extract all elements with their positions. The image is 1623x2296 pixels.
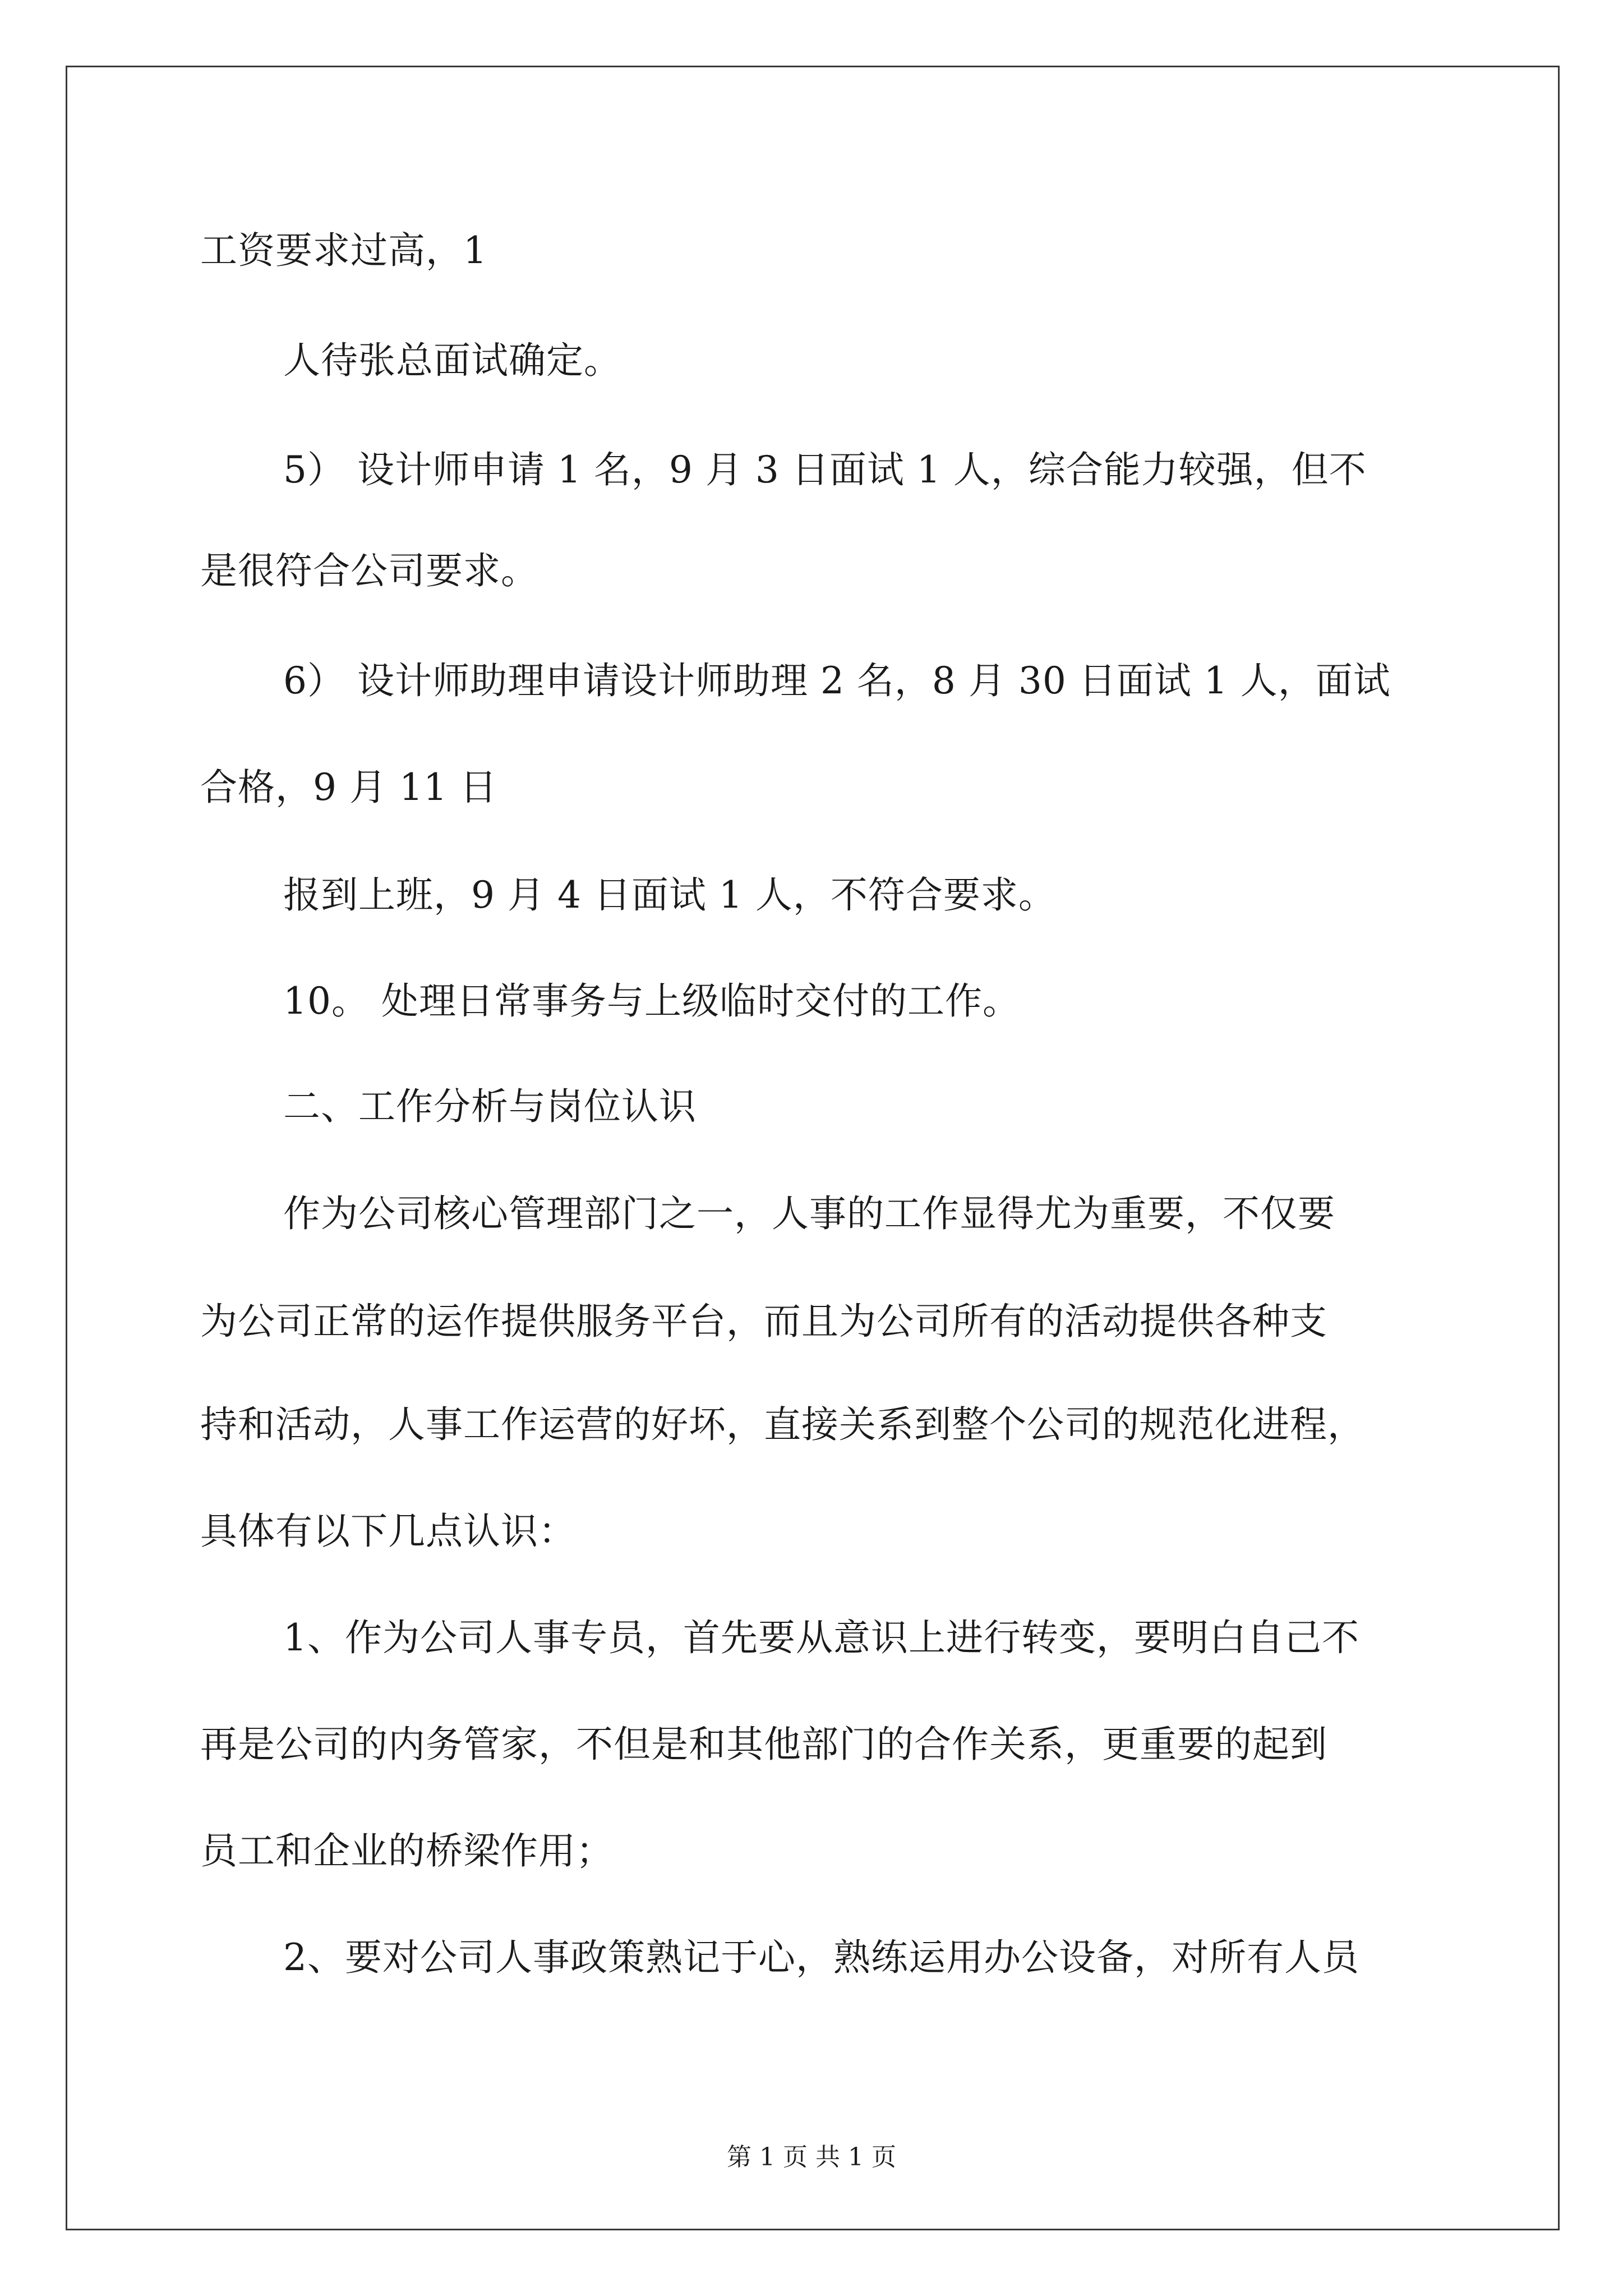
text-line: 10。 处理日常事务与上级临时交付的工作。 [283,979,1020,1023]
page-number: 第 1 页 共 1 页 [727,2143,896,2171]
text-line: 是很符合公司要求。 [200,549,538,592]
text-line: 人待张总面试确定。 [283,339,621,382]
text-line: 合格，9 月 11 日 [200,766,497,809]
text-line: 工资要求过高，1 [200,229,487,272]
page-border [66,66,1560,2230]
text-line: 1、作为公司人事专员，首先要从意识上进行转变，要明白自己不 [283,1616,1359,1659]
text-line: 作为公司核心管理部门之一，人事的工作显得尤为重要，不仅要 [283,1192,1335,1235]
text-line: 6） 设计师助理申请设计师助理 2 名，8 月 30 日面试 1 人，面试 [283,659,1391,702]
text-line: 再是公司的内务管家，不但是和其他部门的合作关系，更重要的起到 [200,1723,1327,1766]
text-line: 2、要对公司人事政策熟记于心，熟练运用办公设备，对所有人员 [283,1936,1359,1979]
text-line: 为公司正常的运作提供服务平台，而且为公司所有的活动提供各种支 [200,1300,1327,1343]
text-line: 持和活动，人事工作运营的好坏，直接关系到整个公司的规范化进程， [200,1403,1365,1446]
text-line: 5） 设计师申请 1 名，9 月 3 日面试 1 人，综合能力较强，但不 [283,448,1367,491]
section-heading: 二、工作分析与岗位认识 [283,1085,697,1128]
text-line: 具体有以下几点认识： [200,1510,576,1553]
text-line: 员工和企业的桥梁作用； [200,1829,614,1872]
text-line: 报到上班，9 月 4 日面试 1 人，不符合要求。 [283,873,1056,917]
